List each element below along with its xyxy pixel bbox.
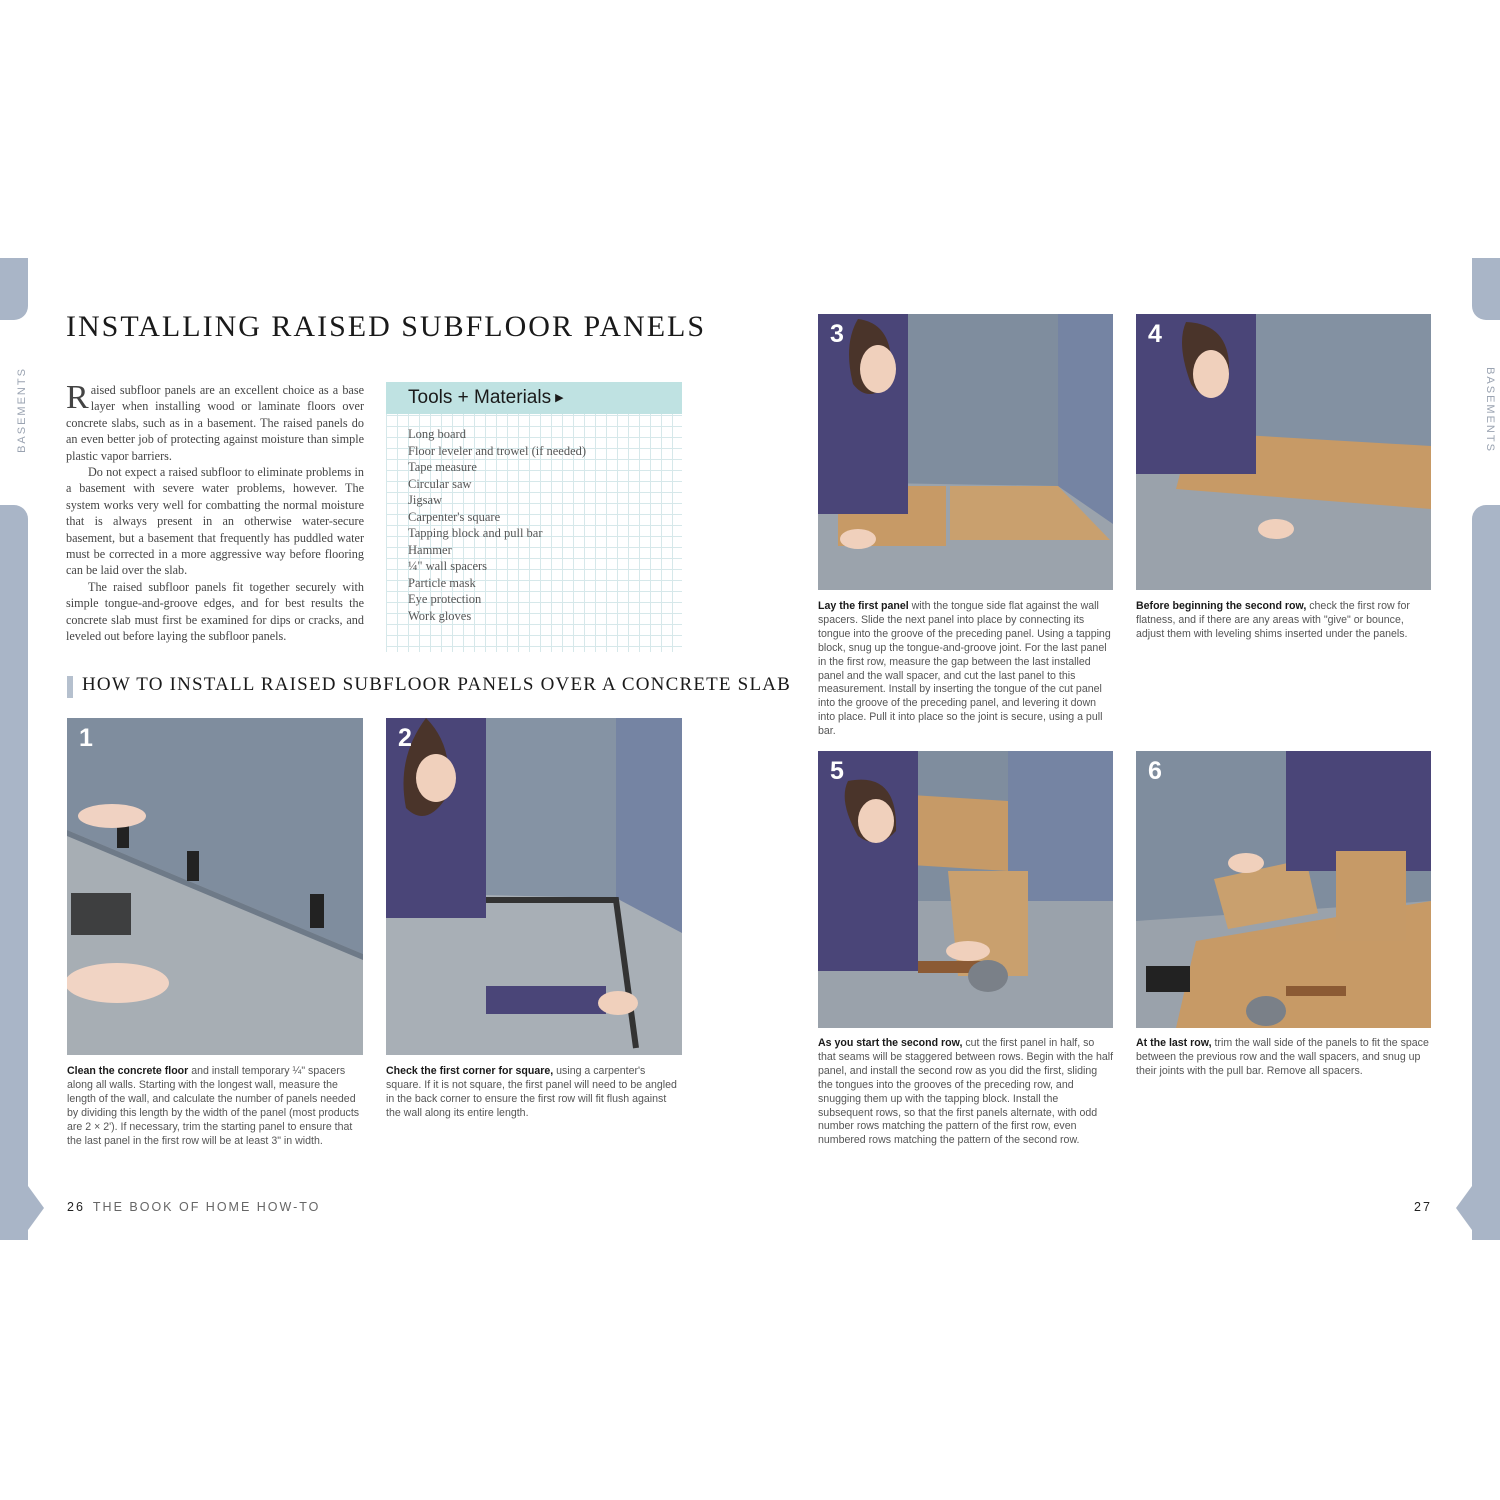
side-label-left: BASEMENTS <box>15 367 28 453</box>
intro-text <box>66 379 364 645</box>
drop-cap: R <box>66 379 89 416</box>
section-heading-bar <box>67 676 73 698</box>
left-edge-notch <box>28 1186 44 1230</box>
step-3-caption <box>818 600 1114 739</box>
step-4-caption <box>1136 600 1432 642</box>
step-2-caption-text: using a carpenter's square. If it is not square, the first panel will need to be angled in the back corner to ensure the first row will fit flush against the wall along its entire length. <box>386 1065 677 1119</box>
step-5-caption-text: cut the first panel in half, so that seams will be staggered between rows. Begin with the half panel, and install the second row as you did the first, sliding the tongues into the grooves of the preceding row, and snugging them up with the tapping block. Install the subsequent rows, so that the first panels alternate, with odd number rows matching the pattern of the first row, even numbered rows matching the pattern of the second row. <box>818 1037 1114 1147</box>
page-number-right: 27 <box>1414 1200 1432 1214</box>
tools-materials-heading <box>408 387 564 409</box>
step-6-caption <box>1136 1037 1432 1079</box>
step-3-caption-lead: Lay the first panel <box>818 600 909 612</box>
intro-paragraph-3: The raised subfloor panels fit together securely with simple tongue-and-groove edges, and for best results the concrete slab must first be examined for dips or cracks, and leveled out before laying the subfloor panels. <box>66 579 364 644</box>
step-2-caption <box>386 1065 682 1121</box>
tools-materials-header <box>386 382 682 414</box>
step-1-photo <box>67 718 363 1055</box>
tool-item: Circular saw <box>408 476 472 491</box>
tool-item: ¼" wall spacers <box>408 559 488 573</box>
page-title: INSTALLING RAISED SUBFLOOR PANELS <box>66 310 707 343</box>
tool-item: Long board <box>408 427 466 441</box>
step-1-caption-lead: Clean the concrete floor <box>67 1065 189 1077</box>
step-4-caption-lead: Before beginning the second row, <box>1136 600 1307 612</box>
tool-item: Floor leveler and trowel (if needed) <box>408 443 587 458</box>
step-1-number: 1 <box>79 724 93 752</box>
left-edge-tab-main <box>0 505 28 1240</box>
folio-left <box>67 1200 320 1214</box>
step-3-photo <box>818 314 1113 590</box>
tool-item: Eye protection <box>408 592 482 606</box>
step-5-photo <box>818 751 1113 1028</box>
tool-item: Carpenter's square <box>408 509 501 524</box>
howto-heading: HOW TO INSTALL RAISED SUBFLOOR PANELS OVER A CONCRETE SLAB <box>82 674 792 695</box>
tool-item: Particle mask <box>408 575 476 590</box>
right-edge-notch <box>1456 1186 1472 1230</box>
step-5-number: 5 <box>830 757 844 785</box>
step-1-caption <box>67 1065 365 1148</box>
tool-item: Jigsaw <box>408 493 443 507</box>
triangle-right-icon: ▶ <box>555 392 564 404</box>
step-1-caption-text: and install temporary ¼" spacers along all walls. Starting with the longest wall, measure the length of the wall, and calculate the number of panels needed by dividing this length by the width of the panel (most products are 2 × 2'). If necessary, trim the starting panel to ensure that the last panel in the first row will be at least 3" in width. <box>67 1065 360 1147</box>
step-6-caption-lead: At the last row, <box>1136 1037 1212 1049</box>
tool-item: Tapping block and pull bar <box>408 526 543 540</box>
step-3-illustration <box>818 314 1113 590</box>
book-title: THE BOOK OF HOME HOW-TO <box>92 1200 321 1214</box>
step-4-number: 4 <box>1148 320 1162 348</box>
tool-item: Hammer <box>408 542 452 557</box>
step-3-number: 3 <box>830 320 844 348</box>
step-6-illustration <box>1136 751 1431 1028</box>
step-2-illustration <box>386 718 682 1055</box>
step-4-caption-text: check the first row for flatness, and if there are any areas with "give" or bounce, adjust them with leveling shims inserted under the panels. <box>1136 600 1410 640</box>
right-edge-tab-main <box>1472 505 1500 1240</box>
step-1-illustration <box>67 718 363 1055</box>
folio-right <box>1414 1200 1432 1214</box>
step-3-caption-text: with the tongue side flat against the wall spacers. Slide the next panel into place by connecting its tongue into the groove of the preceding panel. Using a tapping block, snug up the tongue-and-groove joint. For the last panel in the first row, measure the gap between the last installed panel and the wall spacer, and cut the last panel to this measurement. Install by inserting the tongue of the cut panel into the groove of the preceding panel, and levering it down into place. Pull it into place so the joint is secure, using a pull bar. <box>818 600 1111 738</box>
left-edge-tab-top <box>0 258 28 320</box>
step-5-caption <box>818 1037 1114 1148</box>
tools-materials-heading-text: Tools + Materials <box>408 387 552 408</box>
tool-item: Tape measure <box>408 460 477 474</box>
page-number-left: 26 <box>67 1200 85 1214</box>
step-6-photo <box>1136 751 1431 1028</box>
step-2-photo <box>386 718 682 1055</box>
step-5-illustration <box>818 751 1113 1028</box>
tool-item: Work gloves <box>408 608 472 623</box>
step-6-number: 6 <box>1148 757 1162 785</box>
side-label-right: BASEMENTS <box>1483 367 1496 453</box>
step-6-caption-text: trim the wall side of the panels to fit the space between the previous row and the wall spacers, and snug up their joints with the pull bar. Remove all spacers. <box>1136 1037 1429 1077</box>
tools-materials-box <box>386 382 682 652</box>
step-2-number: 2 <box>398 724 412 752</box>
intro-paragraph-1-text: aised subfloor panels are an excellent choice as a base layer when installing wood or laminate floors over concrete slabs, such as in a basement. The raised panels do an even better job of protecting against moisture than simple plastic vapor barriers. <box>66 383 364 463</box>
tools-list <box>408 426 586 624</box>
step-4-photo <box>1136 314 1431 590</box>
intro-paragraph-2: Do not expect a raised subfloor to eliminate problems in a basement with severe water problems, however. The system works very well for combatting the normal moisture that is always present in an otherwise water-secure basement, but a basement that frequently has puddled water must be corrected in a more aggressive way before flooring can be laid over the slab. <box>66 465 364 578</box>
step-2-caption-lead: Check the first corner for square, <box>386 1065 554 1077</box>
step-5-caption-lead: As you start the second row, <box>818 1037 963 1049</box>
right-edge-tab-top <box>1472 258 1500 320</box>
step-4-illustration <box>1136 314 1431 590</box>
intro-paragraph-1 <box>66 379 364 464</box>
